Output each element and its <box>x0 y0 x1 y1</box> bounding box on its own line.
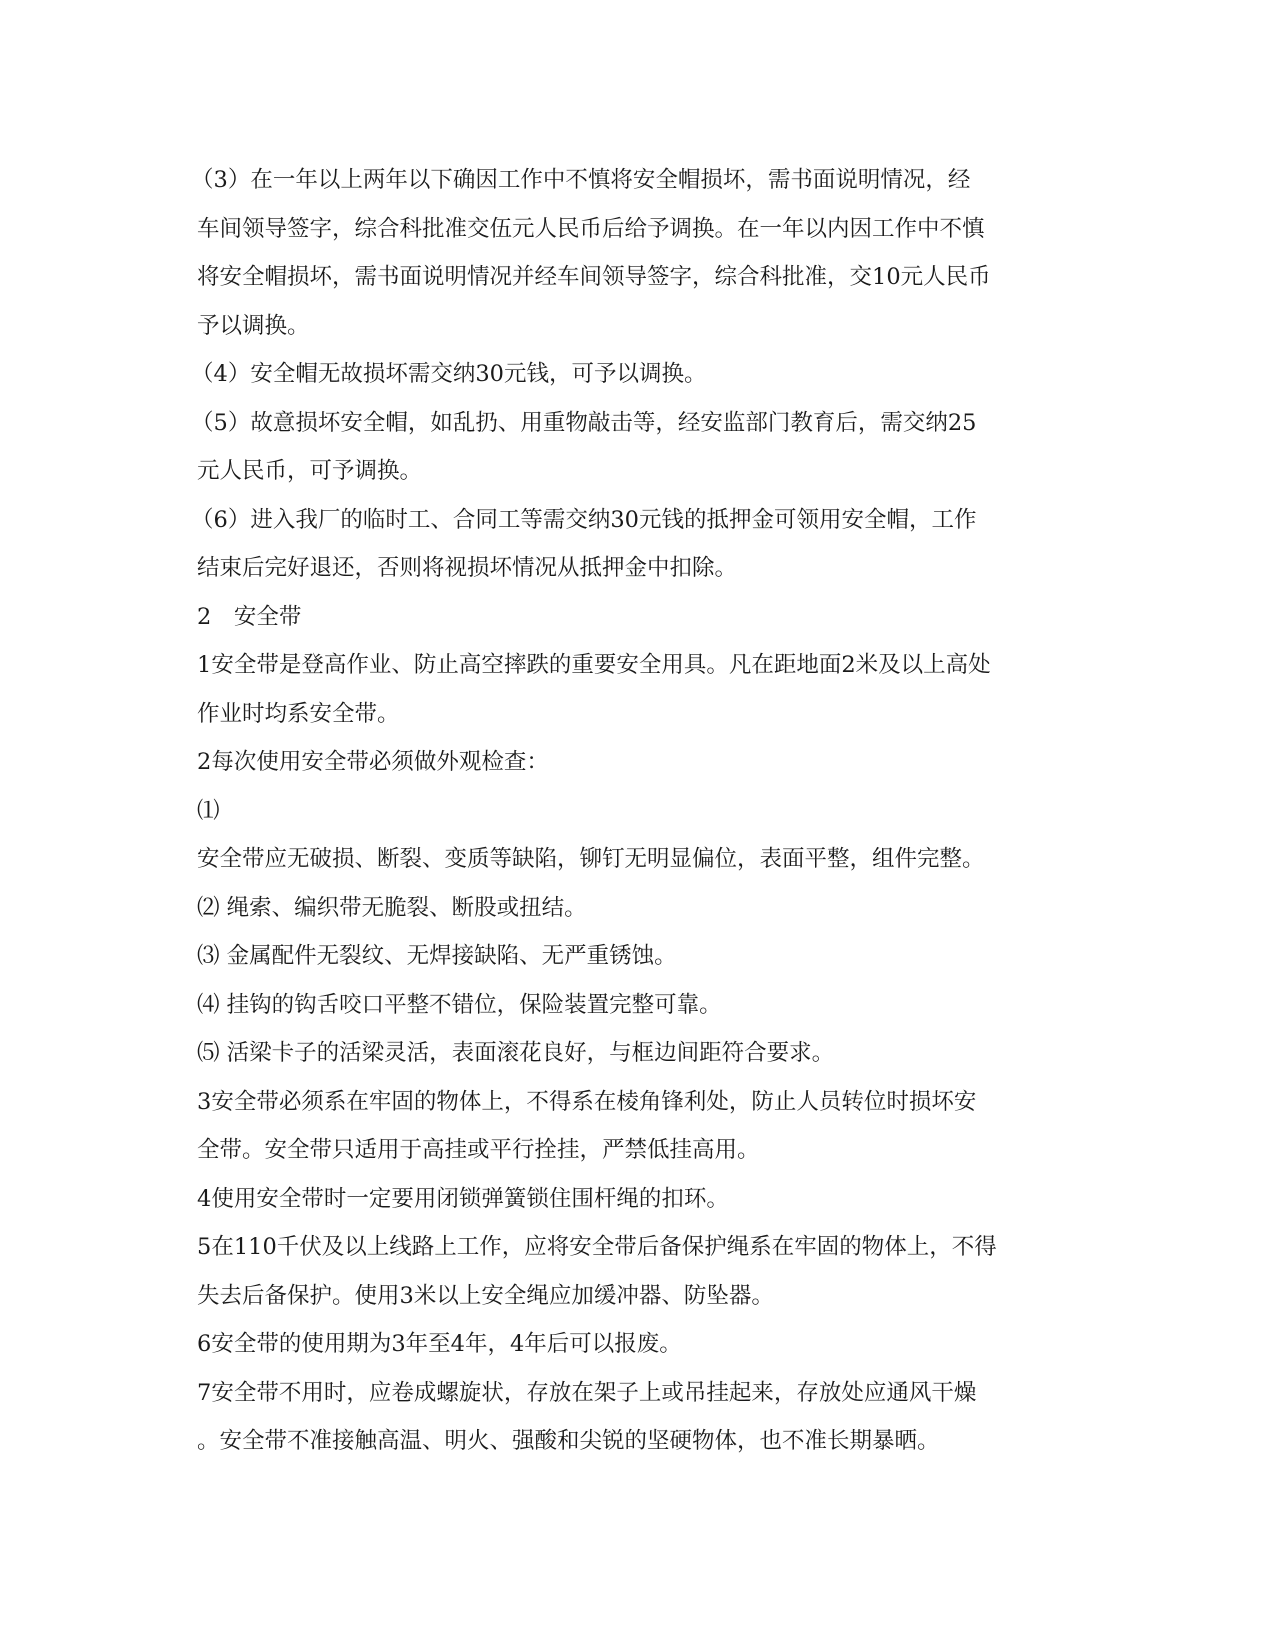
text-line: （6）进入我厂的临时工、合同工等需交纳30元钱的抵押金可领用安全帽，工作 <box>191 506 977 533</box>
text-line: 予以调换。 <box>197 312 310 339</box>
text-line: 6安全带的使用期为3年至4年，4年后可以报废。 <box>197 1331 682 1357</box>
text-line: 车间领导签字，综合科批准交伍元人民币后给予调换。在一年以内因工作中不慎 <box>197 215 985 242</box>
text-line: ⑵ 绳索、编织带无脆裂、断股或扭结。 <box>197 894 587 921</box>
text-line: 1安全带是登高作业、防止高空摔跌的重要安全用具。凡在距地面2米及以上高处 <box>197 652 991 678</box>
text-line: ⑸ 活梁卡子的活梁灵活，表面滚花良好，与框边间距符合要求。 <box>197 1040 835 1066</box>
text-line: 。安全带不准接触高温、明火、强酸和尖锐的坚硬物体，也不准长期暴晒。 <box>197 1428 940 1454</box>
text-line: 将安全帽损坏，需书面说明情况并经车间领导签字，综合科批准，交10元人民币 <box>197 264 991 290</box>
text-line: 3安全带必须系在牢固的物体上，不得系在棱角锋利处，防止人员转位时损坏安 <box>197 1088 977 1115</box>
text-line: 4使用安全带时一定要用闭锁弹簧锁住围杆绳的扣环。 <box>197 1185 729 1212</box>
text-line: 5在110千伏及以上线路上工作，应将安全带后备保护绳系在牢固的物体上，不得 <box>197 1234 997 1260</box>
body-text <box>191 156 1077 1466</box>
text-line: 安全带应无破损、断裂、变质等缺陷，铆钉无明显偏位，表面平整，组件完整。 <box>197 846 985 872</box>
text-line: 2 安全带 <box>197 603 302 630</box>
text-line: 元人民币，可予调换。 <box>197 458 423 484</box>
text-line: 2每次使用安全带必须做外观检查： <box>197 749 549 775</box>
text-line: （4）安全帽无故损坏需交纳30元钱，可予以调换。 <box>191 361 707 387</box>
text-line: 全带。安全带只适用于高挂或平行拴挂，严禁低挂高用。 <box>197 1137 760 1163</box>
text-line: 失去后备保护。使用3米以上安全绳应加缓冲器、防坠器。 <box>197 1282 774 1309</box>
text-line: 7安全带不用时，应卷成螺旋状，存放在架子上或吊挂起来，存放处应通风干燥 <box>197 1379 977 1406</box>
text-line: ⑴ <box>197 797 220 824</box>
text-line: ⑷ 挂钩的钩舌咬口平整不错位，保险装置完整可靠。 <box>197 991 722 1018</box>
text-line: （5）故意损坏安全帽，如乱扔、用重物敲击等，经安监部门教育后，需交纳25 <box>191 409 977 436</box>
text-line: 作业时均系安全带。 <box>197 700 400 727</box>
text-line: ⑶ 金属配件无裂纹、无焊接缺陷、无严重锈蚀。 <box>197 943 677 969</box>
text-line: 结束后完好退还，否则将视损坏情况从抵押金中扣除。 <box>197 555 738 581</box>
text-line: （3）在一年以上两年以下确因工作中不慎将安全帽损坏，需书面说明情况，经 <box>191 167 971 193</box>
